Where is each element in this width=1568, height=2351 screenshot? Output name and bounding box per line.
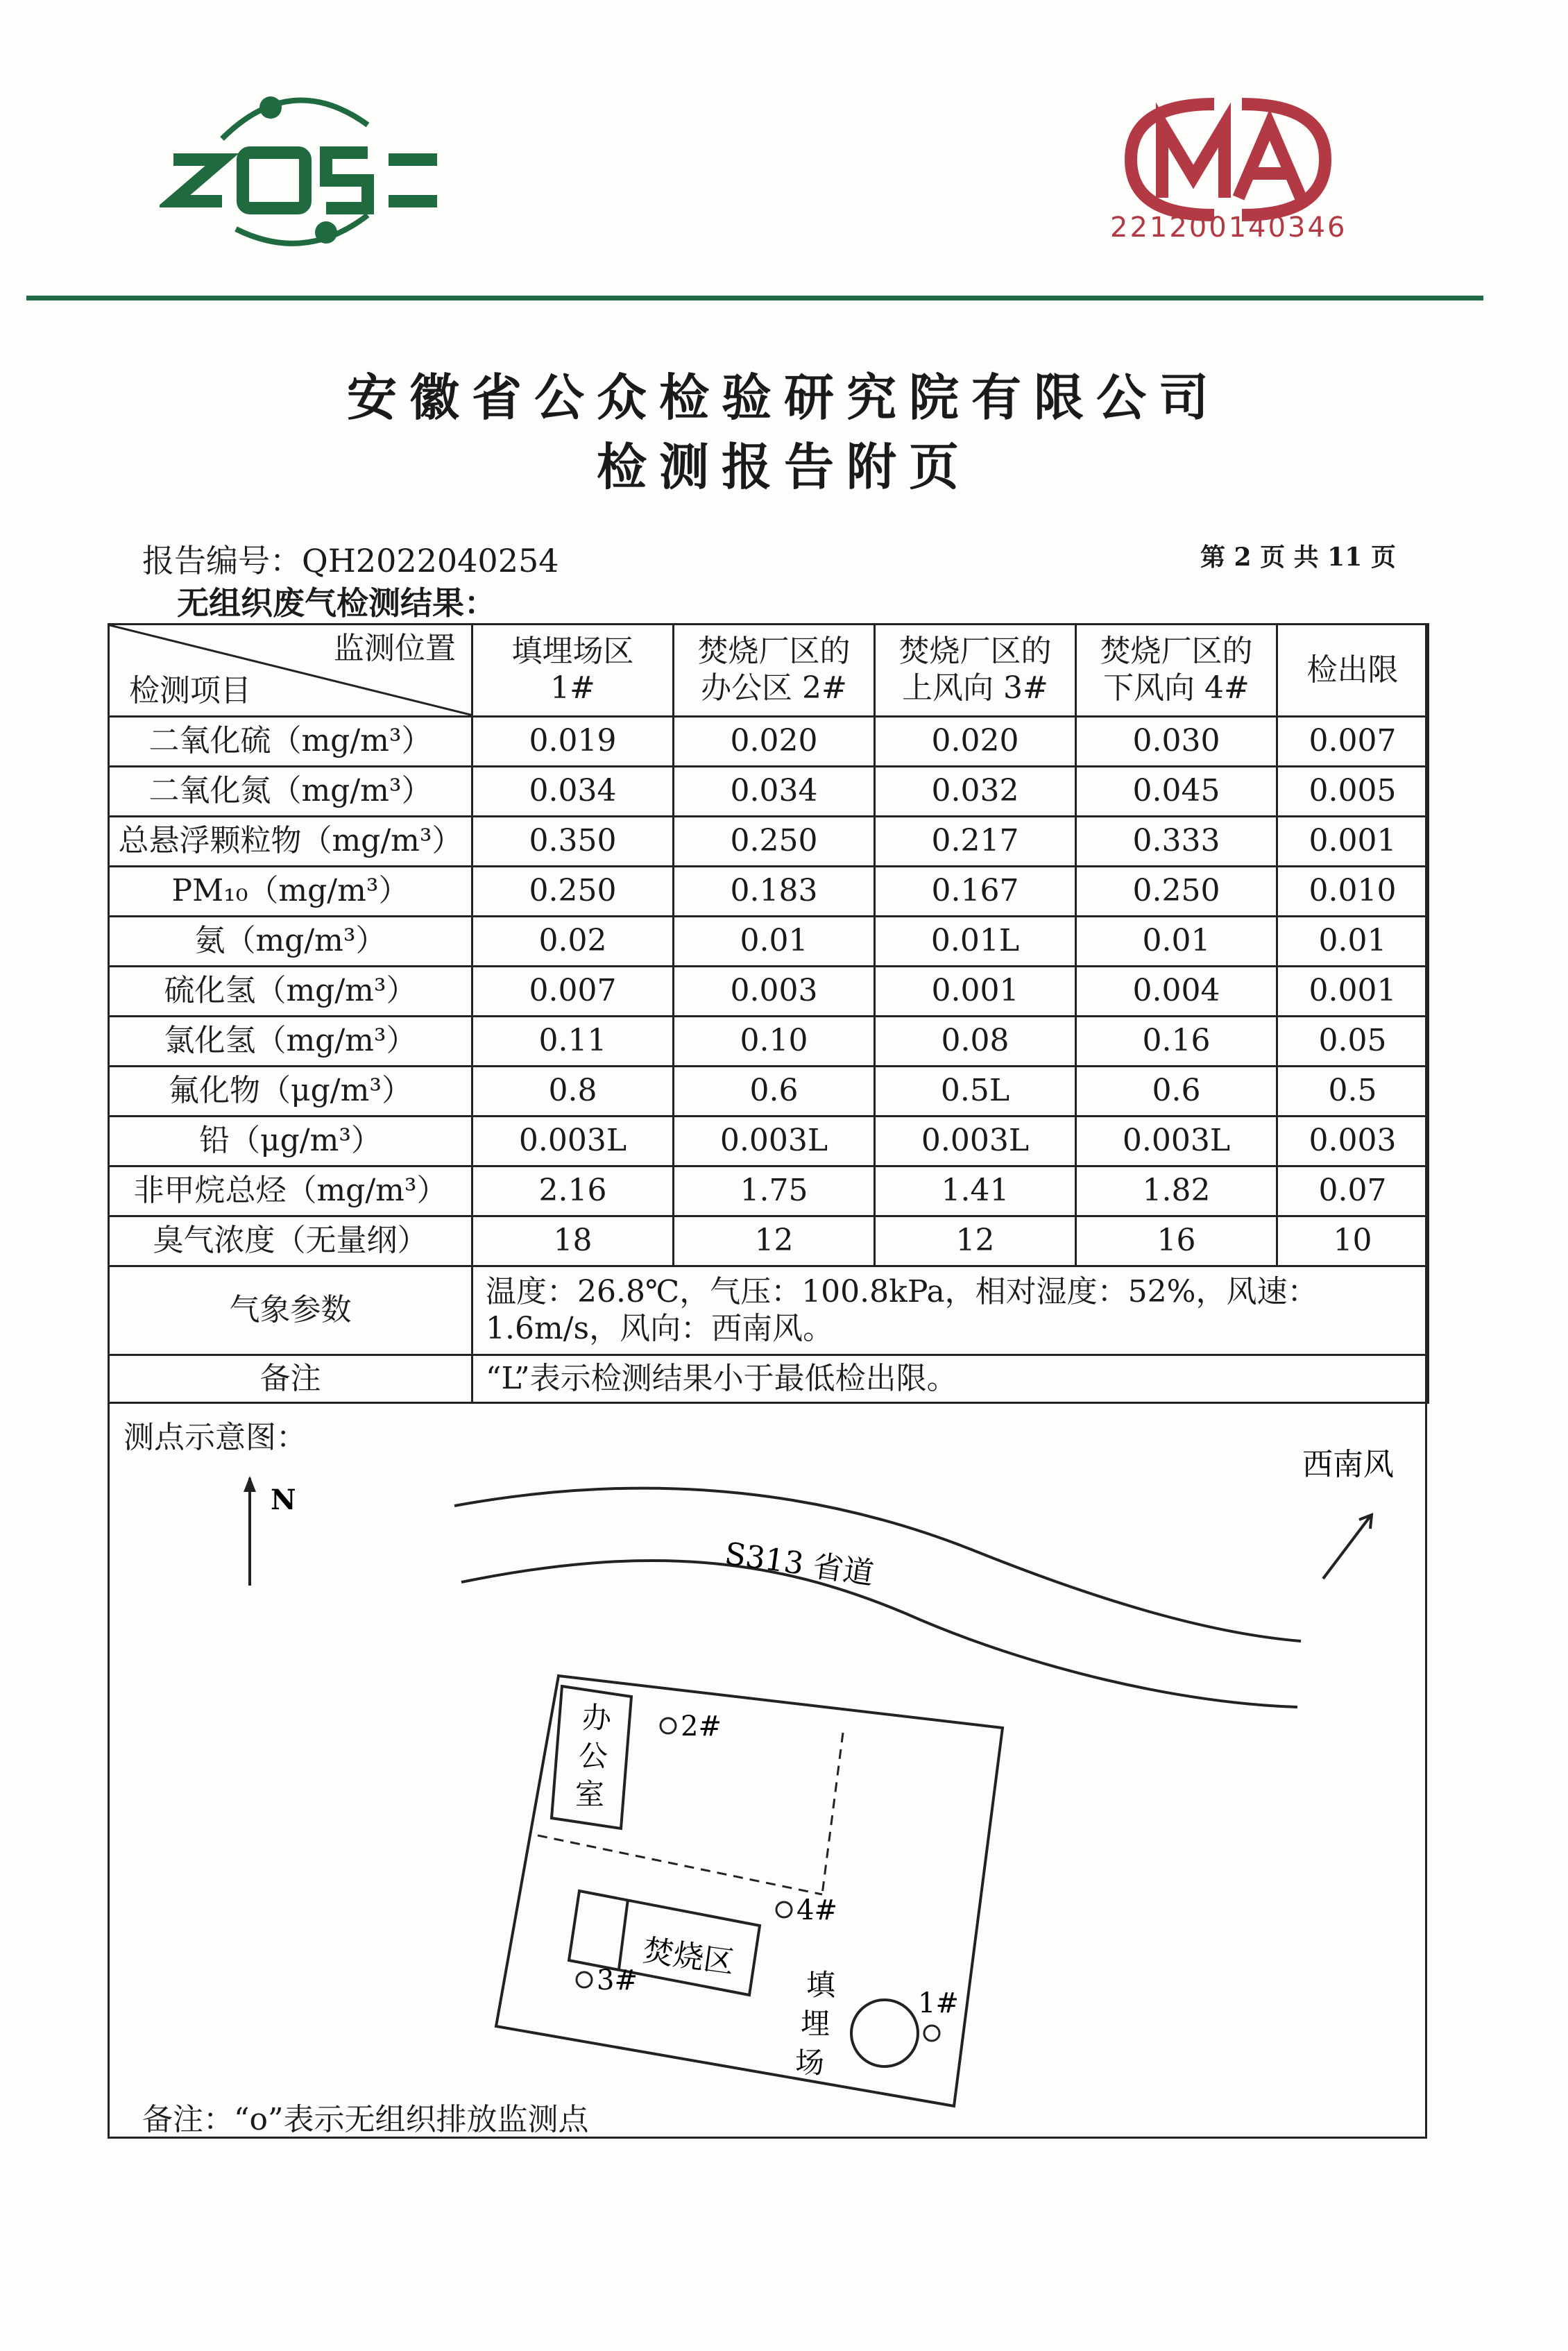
result-cell: 0.217: [875, 817, 1076, 867]
result-cell: 0.030: [1076, 717, 1277, 767]
road-label: S313 省道: [722, 1536, 876, 1592]
item-name: 氯化氢（mg/m³）: [109, 1017, 472, 1067]
result-cell: 0.003L: [875, 1117, 1076, 1166]
office-label: 室: [574, 1777, 605, 1811]
col-header: 填埋场区 1#: [472, 625, 674, 717]
result-cell: 0.001: [875, 967, 1076, 1017]
result-cell: 0.5L: [875, 1067, 1076, 1117]
result-cell: 0.6: [674, 1067, 875, 1117]
result-cell: 0.167: [875, 867, 1076, 917]
landfill-label: 埋: [800, 2007, 830, 2041]
landfill-label: 场: [794, 2046, 825, 2080]
monitor-point-4: [776, 1902, 792, 1917]
table-row: [109, 967, 1429, 1017]
note-row: [109, 1355, 1429, 1403]
col-header: 检出限: [1277, 625, 1429, 717]
result-cell: 0.183: [674, 867, 875, 917]
site-divider: [538, 1835, 822, 1894]
result-cell: 0.05: [1277, 1017, 1429, 1067]
table-row: [109, 717, 1429, 767]
result-cell: 0.020: [674, 717, 875, 767]
point-label-3: 3#: [597, 1964, 638, 1996]
result-cell: 0.034: [472, 767, 674, 817]
header-divider: [26, 296, 1483, 300]
item-name: 非甲烷总烃（mg/m³）: [109, 1166, 472, 1216]
item-name: PM₁₀（mg/m³）: [109, 867, 472, 917]
result-cell: 0.019: [472, 717, 674, 767]
col-header: 焚烧厂区的 下风向 4#: [1076, 625, 1277, 717]
item-name: 铅（μg/m³）: [109, 1117, 472, 1166]
result-cell: 0.003L: [674, 1117, 875, 1166]
office-label: 公: [578, 1739, 608, 1773]
monitor-point-1: [924, 2026, 939, 2041]
item-name: 臭气浓度（无量纲）: [109, 1216, 472, 1266]
office-label: 办: [581, 1701, 612, 1735]
table-row: [109, 817, 1429, 867]
table-row: [109, 767, 1429, 817]
table-row: [109, 1166, 1429, 1216]
result-cell: 1.82: [1076, 1166, 1277, 1216]
result-cell: 1.75: [674, 1166, 875, 1216]
result-cell: 18: [472, 1216, 674, 1266]
result-cell: 2.16: [472, 1166, 674, 1216]
corner-bottom-label: 检测项目: [129, 673, 251, 709]
table-row: [109, 867, 1429, 917]
north-arrowhead: [244, 1476, 256, 1492]
col-header: 焚烧厂区的 办公区 2#: [674, 625, 875, 717]
cma-number: 221200140346: [1110, 212, 1347, 244]
note-text: “L”表示检测结果小于最低检出限。: [472, 1355, 1429, 1403]
map-title: 测点示意图：: [123, 1420, 307, 1455]
result-cell: 0.020: [875, 717, 1076, 767]
table-header-row: [109, 625, 1429, 717]
site-boundary: [496, 1676, 1003, 2106]
site-divider: [822, 1733, 843, 1894]
monitor-point-3: [577, 1972, 592, 1987]
result-cell: 0.005: [1277, 767, 1429, 817]
result-cell: 10: [1277, 1216, 1429, 1266]
result-cell: 16: [1076, 1216, 1277, 1266]
item-name: 二氧化氮（mg/m³）: [109, 767, 472, 817]
table-row: [109, 917, 1429, 967]
map-note: 备注：“o”表示无组织排放监测点: [142, 2102, 589, 2137]
result-cell: 0.01: [1277, 917, 1429, 967]
result-cell: 0.02: [472, 917, 674, 967]
wind-arrow: [1323, 1516, 1370, 1579]
header-corner: [109, 625, 472, 717]
result-cell: 0.350: [472, 817, 674, 867]
company-name: 安徽省公众检验研究院有限公司: [346, 368, 1221, 427]
monitor-point-2: [661, 1718, 676, 1733]
result-cell: 12: [875, 1216, 1076, 1266]
result-cell: 0.01L: [875, 917, 1076, 967]
weather-label: 气象参数: [109, 1266, 472, 1355]
table-row: [109, 1216, 1429, 1266]
result-cell: 0.11: [472, 1017, 674, 1067]
point-label-4: 4#: [796, 1894, 837, 1926]
table-row: [109, 1017, 1429, 1067]
result-cell: 0.250: [674, 817, 875, 867]
result-cell: 0.001: [1277, 817, 1429, 867]
result-cell: 0.007: [1277, 717, 1429, 767]
result-cell: 0.07: [1277, 1166, 1429, 1216]
result-cell: 0.250: [1076, 867, 1277, 917]
result-cell: 0.003: [1277, 1117, 1429, 1166]
table-row: [109, 1117, 1429, 1166]
result-cell: 0.004: [1076, 967, 1277, 1017]
zqs-logo: [160, 76, 444, 250]
result-cell: 0.16: [1076, 1017, 1277, 1067]
result-cell: 0.001: [1277, 967, 1429, 1017]
result-cell: 0.003L: [1076, 1117, 1277, 1166]
point-label-2: 2#: [681, 1711, 722, 1742]
landfill-pit: [851, 2000, 918, 2066]
result-cell: 0.01: [1076, 917, 1277, 967]
result-cell: 0.010: [1277, 867, 1429, 917]
wind-label: 西南风: [1302, 1447, 1394, 1482]
result-cell: 0.08: [875, 1017, 1076, 1067]
result-cell: 12: [674, 1216, 875, 1266]
item-name: 二氧化硫（mg/m³）: [109, 717, 472, 767]
result-cell: 0.007: [472, 967, 674, 1017]
weather-text: 温度：26.8℃，气压：100.8kPa，相对湿度：52%，风速：1.6m/s，风向：西南风。: [472, 1266, 1429, 1355]
item-name: 氨（mg/m³）: [109, 917, 472, 967]
page-info: 第 2 页 共 11 页: [1200, 543, 1396, 572]
result-cell: 0.10: [674, 1017, 875, 1067]
note-label: 备注: [109, 1355, 472, 1403]
weather-row: [109, 1266, 1429, 1355]
section-title: 无组织废气检测结果：: [177, 584, 496, 622]
result-cell: 0.5: [1277, 1067, 1429, 1117]
result-cell: 0.01: [674, 917, 875, 967]
report-subtitle: 检测报告附页: [596, 438, 971, 496]
north-label: N: [271, 1484, 296, 1516]
result-cell: 0.003L: [472, 1117, 674, 1166]
result-cell: 0.250: [472, 867, 674, 917]
report-number: 报告编号：QH2022040254: [142, 542, 559, 579]
item-name: 总悬浮颗粒物（mg/m³）: [109, 817, 472, 867]
point-label-1: 1#: [918, 1987, 959, 2019]
result-cell: 0.003: [674, 967, 875, 1017]
landfill-label: 填: [806, 1968, 836, 2002]
result-cell: 0.333: [1076, 817, 1277, 867]
result-cell: 0.032: [875, 767, 1076, 817]
result-cell: 0.8: [472, 1067, 674, 1117]
result-cell: 0.034: [674, 767, 875, 817]
result-cell: 1.41: [875, 1166, 1076, 1216]
road-edge-bottom: [461, 1561, 1297, 1707]
col-header: 焚烧厂区的 上风向 3#: [875, 625, 1076, 717]
results-table: [108, 623, 1429, 1404]
item-name: 硫化氢（mg/m³）: [109, 967, 472, 1017]
result-cell: 0.045: [1076, 767, 1277, 817]
site-map: [108, 1412, 1427, 2134]
result-cell: 0.6: [1076, 1067, 1277, 1117]
item-name: 氟化物（μg/m³）: [109, 1067, 472, 1117]
incinerator-label: 焚烧区: [640, 1933, 737, 1981]
corner-top-label: 监测位置: [334, 631, 456, 666]
table-row: [109, 1067, 1429, 1117]
